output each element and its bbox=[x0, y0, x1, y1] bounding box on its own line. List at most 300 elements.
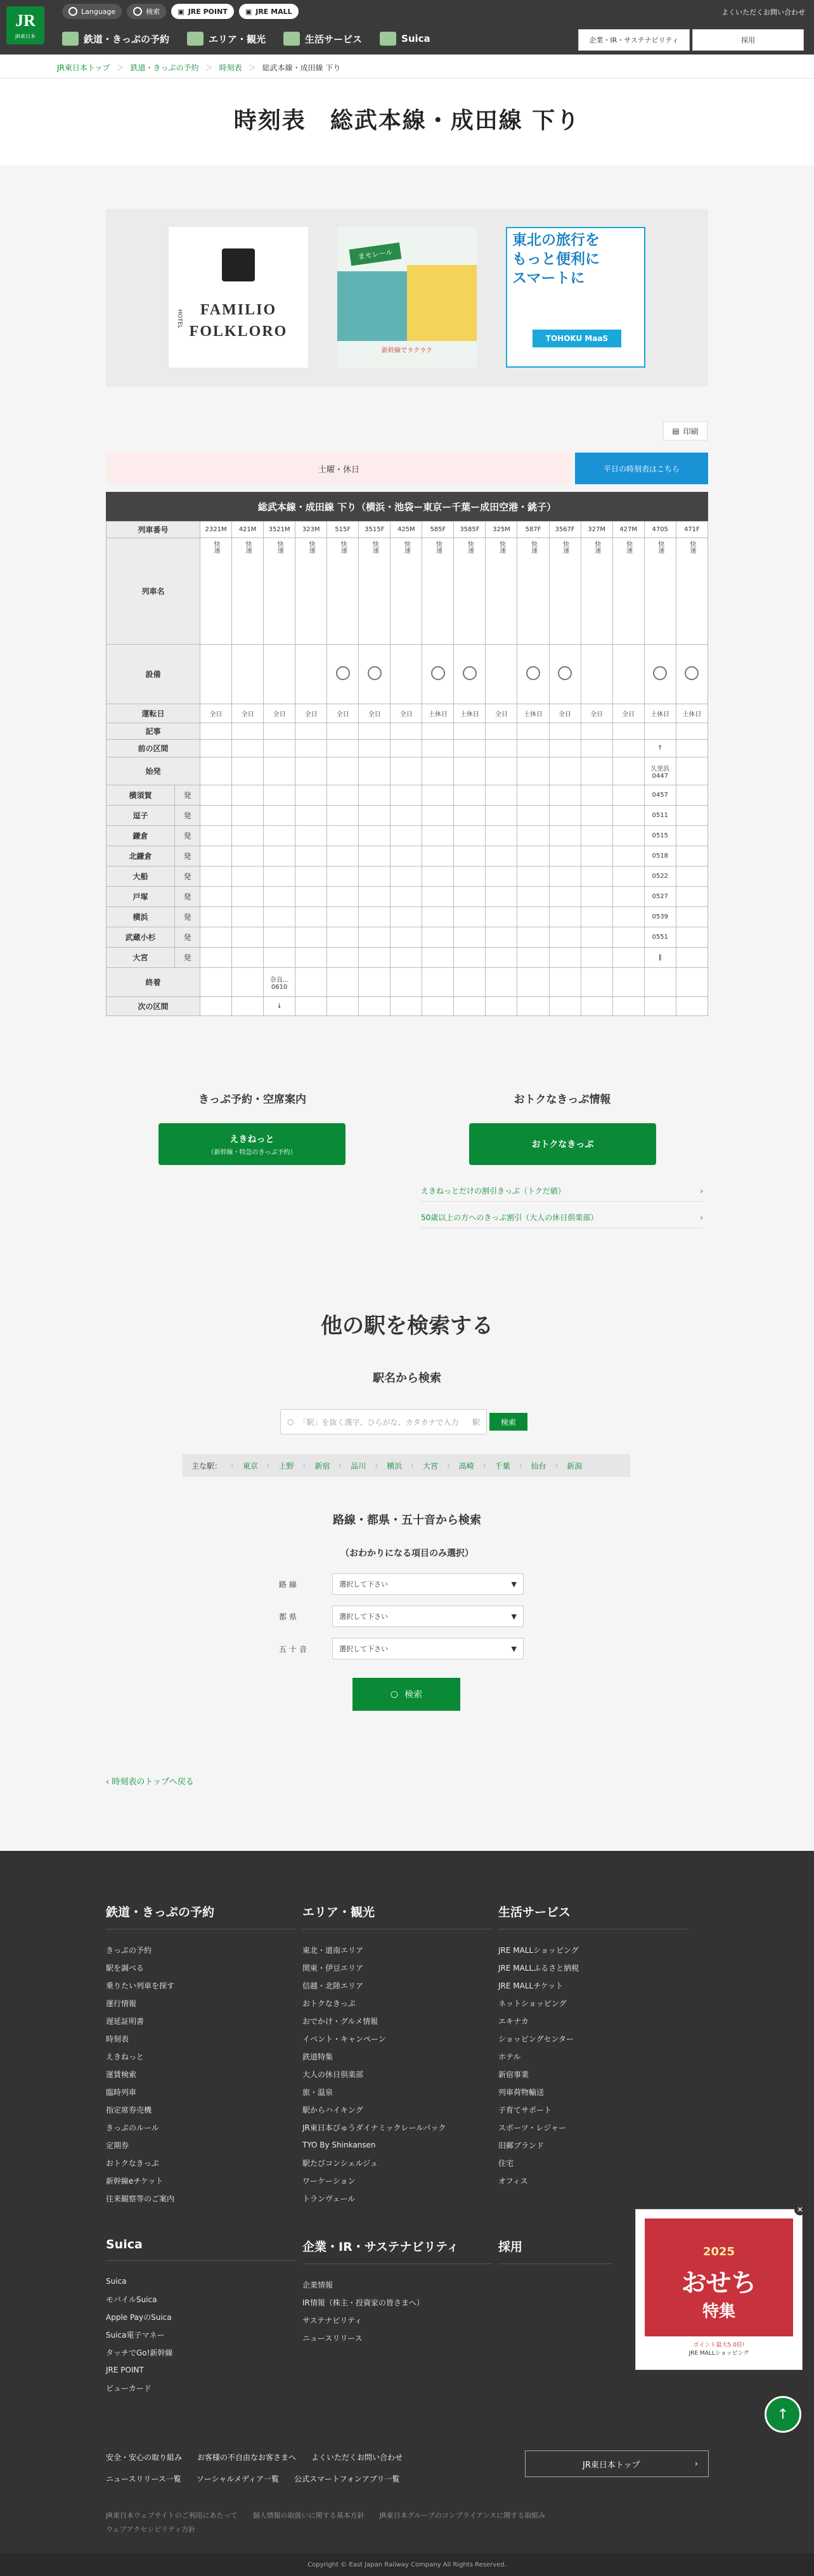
time-cell bbox=[200, 907, 232, 927]
station-search-button[interactable]: 検索 bbox=[489, 1413, 527, 1431]
time-cell bbox=[264, 927, 295, 948]
footer-link[interactable] bbox=[106, 2101, 296, 2118]
station-link[interactable]: 東京 bbox=[242, 1461, 258, 1471]
footer-link[interactable] bbox=[302, 2136, 493, 2154]
train-number[interactable]: 425M bbox=[391, 522, 422, 538]
footer-link-label: 列車荷物輸送 bbox=[498, 2087, 545, 2097]
station-link[interactable]: 横浜 bbox=[387, 1461, 403, 1471]
timetable-cell bbox=[391, 723, 422, 740]
tab-weekday-link[interactable]: 平日の時刻表はこちら bbox=[575, 453, 708, 484]
timetable-cell bbox=[422, 968, 454, 997]
timetable-cell bbox=[549, 723, 581, 740]
footer-bottom-link[interactable]: よくいただくお問い合わせ bbox=[311, 2453, 403, 2462]
nav-life[interactable] bbox=[283, 32, 362, 46]
search-button[interactable] bbox=[127, 4, 166, 19]
footer-link[interactable] bbox=[106, 1959, 296, 1976]
timetable-cell bbox=[359, 968, 391, 997]
time-cell bbox=[200, 927, 232, 948]
time-cell bbox=[391, 846, 422, 866]
timetable-cell bbox=[264, 645, 295, 704]
recruit-button[interactable]: 採用 bbox=[692, 29, 804, 51]
footer-link-label: JR東日本びゅうダイナミックレールパック bbox=[302, 2123, 446, 2132]
illustration-right bbox=[407, 265, 477, 341]
timetable-cell bbox=[676, 740, 707, 757]
timetable-cell bbox=[581, 645, 612, 704]
footer-link[interactable] bbox=[498, 2083, 688, 2101]
footer-link[interactable] bbox=[106, 2343, 296, 2361]
origin-time: 0447 bbox=[652, 772, 668, 780]
time-cell bbox=[232, 907, 264, 927]
promo-link-tokudane[interactable] bbox=[421, 1180, 703, 1202]
time-cell bbox=[200, 785, 232, 806]
footer-link[interactable] bbox=[498, 1959, 688, 1976]
nav-label: 鉄道・きっぷの予約 bbox=[84, 33, 170, 45]
footer-link[interactable] bbox=[106, 1994, 296, 2012]
promo-link-otona[interactable] bbox=[421, 1207, 703, 1228]
timetable-row bbox=[107, 522, 708, 538]
timetable-cell: ↑ bbox=[644, 740, 676, 757]
language-button[interactable] bbox=[62, 4, 122, 19]
jre-mall-button[interactable] bbox=[239, 4, 299, 19]
footer-link[interactable] bbox=[302, 2118, 493, 2136]
main-stations bbox=[183, 1454, 630, 1477]
footer-link[interactable] bbox=[106, 2047, 296, 2065]
nav-suica[interactable] bbox=[380, 32, 430, 46]
back-to-timetable-top[interactable] bbox=[106, 1775, 194, 1787]
green-car-icon bbox=[368, 666, 382, 680]
footer-link[interactable] bbox=[106, 2065, 296, 2083]
timetable-cell bbox=[517, 997, 549, 1016]
time-cell bbox=[486, 927, 517, 948]
footer-col-title[interactable]: Suica bbox=[106, 2238, 296, 2261]
time-cell bbox=[359, 887, 391, 907]
station-row bbox=[107, 806, 708, 826]
popup-close-button[interactable]: ✕ bbox=[794, 2204, 806, 2215]
train-number[interactable]: 587F bbox=[517, 522, 549, 538]
footer-link[interactable] bbox=[498, 1976, 688, 1994]
timetable-cell bbox=[391, 740, 422, 757]
footer-bottom-link[interactable]: ソーシャルメディア一覧 bbox=[196, 2475, 280, 2483]
train-number[interactable]: 325M bbox=[486, 522, 517, 538]
time-cell bbox=[232, 866, 264, 887]
popup-year: 2025 bbox=[702, 2245, 735, 2258]
popup-note: ポイント最大5.0倍! bbox=[693, 2342, 745, 2348]
footer-link-label: 駅を調べる bbox=[106, 1963, 145, 1973]
time-cell bbox=[232, 846, 264, 866]
timetable-cell bbox=[517, 740, 549, 757]
row-header: 記事 bbox=[107, 723, 200, 740]
train-number[interactable]: 427M bbox=[612, 522, 644, 538]
footer-link[interactable] bbox=[498, 2030, 688, 2047]
nav-label: エリア・観光 bbox=[209, 33, 266, 45]
time-cell bbox=[327, 948, 359, 968]
timetable-cell: 土休日 bbox=[644, 704, 676, 723]
time-cell bbox=[232, 887, 264, 907]
footer-link-label: トランヴェール bbox=[302, 2194, 356, 2203]
footer-link[interactable] bbox=[106, 2083, 296, 2101]
footer-small-link[interactable]: JR東日本ウェブサイトのご利用にあたって bbox=[106, 2511, 238, 2520]
footer-link[interactable] bbox=[106, 2136, 296, 2154]
train-number[interactable]: 3585F bbox=[454, 522, 486, 538]
footer-link-label: 往来観察等のご案内 bbox=[106, 2194, 175, 2203]
time-cell bbox=[517, 948, 549, 968]
timetable-cell bbox=[200, 740, 232, 757]
time-cell bbox=[264, 826, 295, 846]
time-cell bbox=[581, 846, 612, 866]
breadcrumb-timetable[interactable]: 時刻表 bbox=[219, 63, 242, 72]
time-cell bbox=[454, 948, 486, 968]
row-header: 始発 bbox=[107, 757, 200, 785]
time-cell bbox=[391, 785, 422, 806]
timetable-cell bbox=[232, 997, 264, 1016]
discount-ticket-button[interactable] bbox=[469, 1123, 656, 1165]
station-row bbox=[107, 927, 708, 948]
station-name: 北鎌倉 bbox=[107, 846, 175, 866]
footer-link[interactable] bbox=[498, 2065, 688, 2083]
footer-link[interactable] bbox=[302, 2101, 493, 2118]
footer-link[interactable] bbox=[106, 2172, 296, 2189]
footer-link[interactable] bbox=[302, 2276, 493, 2293]
footer-col-title[interactable]: 生活サービス bbox=[498, 1903, 688, 1929]
jr-logo[interactable] bbox=[6, 6, 44, 44]
timetable-cell bbox=[676, 997, 707, 1016]
divider: › bbox=[302, 1461, 306, 1470]
train-icon bbox=[62, 32, 79, 46]
time-cell bbox=[454, 927, 486, 948]
timetable-cell bbox=[676, 723, 707, 740]
timetable-cell bbox=[391, 538, 422, 645]
jr-east-top-button[interactable] bbox=[525, 2450, 709, 2477]
timetable-cell bbox=[359, 997, 391, 1016]
footer-link[interactable] bbox=[302, 2172, 493, 2189]
time-cell bbox=[264, 948, 295, 968]
timetable-cell bbox=[359, 538, 391, 645]
time-cell bbox=[359, 806, 391, 826]
time-cell bbox=[549, 826, 581, 846]
timetable-cell bbox=[454, 757, 486, 785]
footer-link[interactable] bbox=[106, 2012, 296, 2030]
station-name: 横須賀 bbox=[107, 785, 175, 806]
footer-link[interactable] bbox=[106, 2379, 296, 2397]
footer-col-title[interactable]: 鉄道・きっぷの予約 bbox=[106, 1903, 296, 1929]
dep-label: 発 bbox=[175, 866, 200, 887]
footer-link-label: おトクなきっぷ bbox=[106, 2158, 159, 2168]
promo-heading-left: きっぷ予約・空席案内 bbox=[198, 1093, 306, 1106]
footer-link-label: オフィス bbox=[498, 2176, 528, 2186]
footer-link-label: JRE POINT bbox=[106, 2366, 144, 2374]
promo-link-label: 50歳以上の方へのきっぷ割引（大人の休日倶楽部） bbox=[421, 1213, 598, 1222]
footer-link[interactable] bbox=[498, 2012, 688, 2030]
time-cell bbox=[295, 846, 327, 866]
station-search-input[interactable] bbox=[280, 1409, 487, 1434]
contact-link[interactable]: よくいただくお問い合わせ bbox=[721, 8, 805, 16]
route-search-button[interactable] bbox=[352, 1678, 460, 1711]
kana-select[interactable] bbox=[332, 1638, 524, 1659]
station-link[interactable]: 千葉 bbox=[494, 1461, 510, 1471]
nav-area[interactable] bbox=[187, 32, 266, 46]
footer-link[interactable] bbox=[106, 2290, 296, 2308]
timetable-cell bbox=[359, 645, 391, 704]
nav-label: Suica bbox=[401, 33, 430, 44]
footer-link[interactable] bbox=[498, 2047, 688, 2065]
timetable-cell bbox=[454, 968, 486, 997]
timetable-cell bbox=[359, 723, 391, 740]
nav-railway[interactable] bbox=[62, 32, 169, 46]
station-link[interactable]: 大宮 bbox=[422, 1461, 438, 1471]
divider: › bbox=[519, 1461, 522, 1470]
footer-col-recruit bbox=[498, 2238, 612, 2276]
card-icon bbox=[380, 32, 396, 46]
ekinet-button[interactable] bbox=[158, 1123, 346, 1165]
station-link[interactable]: 品川 bbox=[351, 1461, 366, 1471]
timetable-cell bbox=[327, 997, 359, 1016]
popup-sub: 特集 bbox=[702, 2302, 735, 2321]
footer-link[interactable] bbox=[302, 2047, 493, 2065]
footer-link[interactable] bbox=[302, 2065, 493, 2083]
station-link[interactable]: 仙台 bbox=[531, 1461, 546, 1471]
time-cell bbox=[676, 806, 707, 826]
row-header: 運転日 bbox=[107, 704, 200, 723]
timetable-cell bbox=[612, 538, 644, 645]
time-cell bbox=[327, 927, 359, 948]
time-cell bbox=[581, 907, 612, 927]
page-title: 時刻表 総武本線・成田線 下り bbox=[233, 108, 581, 134]
footer-link[interactable] bbox=[106, 2030, 296, 2047]
dep-label: 発 bbox=[175, 948, 200, 968]
time-cell bbox=[517, 866, 549, 887]
time-cell: 0518 bbox=[644, 846, 676, 866]
footer-small-link[interactable]: 個人情報の取扱いに関する基本方針 bbox=[252, 2511, 365, 2520]
time-cell bbox=[422, 866, 454, 887]
station-link[interactable]: 上野 bbox=[278, 1461, 294, 1471]
timetable-cell bbox=[581, 968, 612, 997]
search-by-name-title: 駅名から検索 bbox=[373, 1372, 441, 1385]
footer-col-title[interactable]: 採用 bbox=[498, 2238, 612, 2264]
dep-label: 発 bbox=[175, 846, 200, 866]
train-number[interactable]: 515F bbox=[327, 522, 359, 538]
footer-link[interactable] bbox=[106, 1976, 296, 1994]
time-cell bbox=[454, 785, 486, 806]
timetable-cell bbox=[581, 740, 612, 757]
footer-link[interactable] bbox=[302, 1994, 493, 2012]
timetable-cell bbox=[454, 538, 486, 645]
footer-link[interactable] bbox=[106, 2154, 296, 2172]
chevron-right-icon: › bbox=[694, 2459, 698, 2469]
footer-small-links bbox=[106, 2510, 545, 2520]
train-name: 快速 bbox=[561, 541, 569, 553]
footer-link[interactable] bbox=[302, 2154, 493, 2172]
divider: › bbox=[266, 1461, 270, 1470]
timetable-cell bbox=[517, 968, 549, 997]
footer-link-label: イベント・キャンペーン bbox=[302, 2034, 386, 2044]
tab-weekend[interactable]: 土曜・休日 bbox=[106, 453, 572, 484]
timetable-cell bbox=[232, 757, 264, 785]
train-name: 快速 bbox=[593, 541, 600, 553]
hotel-logo-icon bbox=[222, 248, 255, 281]
footer-link-label: 鉄道特集 bbox=[302, 2052, 333, 2061]
breadcrumb-current: 総武本線・成田線 下り bbox=[262, 63, 341, 72]
time-cell bbox=[676, 785, 707, 806]
timetable-cell bbox=[612, 968, 644, 997]
timetable-cell bbox=[327, 538, 359, 645]
footer-link-label: ネットショッピング bbox=[498, 1999, 567, 2008]
dep-label: 発 bbox=[175, 887, 200, 907]
row-header: 列車番号 bbox=[107, 522, 200, 538]
timetable-cell: 全日 bbox=[327, 704, 359, 723]
footer-link[interactable] bbox=[106, 2272, 296, 2290]
timetable-cell bbox=[422, 757, 454, 785]
train-number[interactable]: 471F bbox=[676, 522, 707, 538]
footer-link[interactable] bbox=[106, 2361, 296, 2379]
time-cell bbox=[422, 826, 454, 846]
timetable-cell bbox=[327, 757, 359, 785]
footer-link[interactable] bbox=[498, 2172, 688, 2189]
station-link[interactable]: 高崎 bbox=[458, 1461, 474, 1471]
time-cell bbox=[327, 785, 359, 806]
time-cell: 0551 bbox=[644, 927, 676, 948]
jre-point-button[interactable] bbox=[171, 4, 234, 19]
route-select[interactable] bbox=[332, 1573, 524, 1595]
time-cell bbox=[676, 927, 707, 948]
divider: › bbox=[231, 1461, 234, 1470]
timetable-cell bbox=[232, 723, 264, 740]
logo-sub: JR東日本 bbox=[15, 34, 36, 39]
train-number[interactable]: 421M bbox=[232, 522, 264, 538]
train-name: 快速 bbox=[529, 541, 537, 553]
time-cell bbox=[549, 887, 581, 907]
print-label: 印刷 bbox=[683, 427, 699, 436]
timetable-cell bbox=[517, 538, 549, 645]
footer-link[interactable] bbox=[302, 2030, 493, 2047]
breadcrumb-home[interactable]: JR東日本トップ bbox=[57, 63, 110, 72]
timetable-cell: 全日 bbox=[232, 704, 264, 723]
search-placeholder: 「駅」を抜く漢字、ひらがな、カタカナで入力 bbox=[299, 1417, 459, 1427]
promo-link-label: えきねっとだけの割引きっぷ（トクだ値） bbox=[421, 1187, 565, 1195]
prefecture-select[interactable] bbox=[332, 1606, 524, 1627]
footer-link[interactable] bbox=[106, 2326, 296, 2343]
footer-link[interactable] bbox=[498, 1941, 688, 1959]
footer-link[interactable] bbox=[302, 1959, 493, 1976]
footer-bottom-links-2 bbox=[106, 2473, 399, 2484]
terminal-time: 0610 bbox=[271, 983, 288, 991]
footer-bottom-link[interactable]: 安全・安心の取り組み bbox=[106, 2453, 183, 2462]
timetable-cell bbox=[200, 997, 232, 1016]
time-cell bbox=[359, 846, 391, 866]
footer-bottom-link[interactable]: お客様の不自由なお客さまへ bbox=[197, 2453, 297, 2462]
time-cell: 0527 bbox=[644, 887, 676, 907]
footer-link[interactable] bbox=[302, 1941, 493, 1959]
banner-familio[interactable] bbox=[169, 227, 308, 368]
print-button[interactable] bbox=[663, 422, 707, 441]
timetable-cell bbox=[486, 997, 517, 1016]
footer-link-label: おでかけ・グルメ情報 bbox=[302, 2016, 378, 2026]
timetable-cell bbox=[517, 645, 549, 704]
time-cell bbox=[295, 866, 327, 887]
footer-small-link[interactable]: JR東日本グループのコンプライアンスに関する取組み bbox=[379, 2511, 546, 2520]
footer-col-title[interactable]: エリア・観光 bbox=[302, 1903, 493, 1929]
time-cell bbox=[232, 826, 264, 846]
train-number[interactable]: 2321M bbox=[200, 522, 232, 538]
train-number[interactable]: 323M bbox=[295, 522, 327, 538]
station-link[interactable]: 新潟 bbox=[567, 1461, 583, 1471]
footer-link[interactable] bbox=[302, 2012, 493, 2030]
time-cell bbox=[612, 846, 644, 866]
timetable-cell bbox=[612, 740, 644, 757]
footer-link[interactable] bbox=[498, 2118, 688, 2136]
time-cell bbox=[517, 846, 549, 866]
timetable-cell bbox=[581, 997, 612, 1016]
green-car-icon bbox=[685, 666, 699, 680]
footer-link[interactable] bbox=[302, 2329, 493, 2347]
footer-col-title[interactable]: 企業・IR・サステナビリティ bbox=[302, 2238, 493, 2264]
footer-link-label: エキナカ bbox=[498, 2016, 529, 2026]
page-top-button[interactable]: ↑ bbox=[765, 2396, 801, 2433]
accessibility-link[interactable]: ウェブアクセシビリティ方針 bbox=[106, 2525, 196, 2534]
banner-mamorail[interactable] bbox=[337, 227, 477, 368]
footer-link-label: TYO By Shinkansen bbox=[302, 2141, 376, 2149]
footer-link[interactable] bbox=[302, 2293, 493, 2311]
timetable-cell bbox=[549, 538, 581, 645]
footer-link[interactable] bbox=[498, 2154, 688, 2172]
footer-bottom-link[interactable]: ニュースリリース一覧 bbox=[106, 2475, 181, 2483]
footer-bottom-link[interactable]: 公式スマートフォンアプリ一覧 bbox=[294, 2475, 400, 2483]
timetable-cell bbox=[486, 723, 517, 740]
banner-tohoku-maas[interactable] bbox=[506, 227, 645, 368]
timetable-cell bbox=[486, 757, 517, 785]
footer-link[interactable] bbox=[106, 2308, 296, 2326]
train-number[interactable]: 327M bbox=[581, 522, 612, 538]
train-number[interactable]: 3521M bbox=[264, 522, 295, 538]
timetable-row bbox=[107, 968, 708, 997]
time-cell bbox=[200, 826, 232, 846]
chevron-left-icon: ‹ bbox=[106, 1777, 112, 1787]
timetable-cell bbox=[232, 645, 264, 704]
footer-link[interactable] bbox=[498, 2101, 688, 2118]
timetable-cell bbox=[200, 723, 232, 740]
footer-link[interactable] bbox=[302, 2083, 493, 2101]
timetable-cell: 全日 bbox=[612, 704, 644, 723]
footer-link[interactable] bbox=[106, 2118, 296, 2136]
train-number[interactable]: 4705 bbox=[644, 522, 676, 538]
banner-familio-title: FAMILIO bbox=[200, 302, 277, 318]
time-cell bbox=[264, 887, 295, 907]
train-number[interactable]: 3567F bbox=[549, 522, 581, 538]
timetable-cell bbox=[644, 997, 676, 1016]
time-cell bbox=[454, 826, 486, 846]
footer-link[interactable] bbox=[498, 1994, 688, 2012]
timetable-cell bbox=[295, 997, 327, 1016]
footer-link[interactable] bbox=[106, 2189, 296, 2207]
timetable-cell bbox=[644, 645, 676, 704]
timetable-cell bbox=[295, 538, 327, 645]
footer-link[interactable] bbox=[302, 2311, 493, 2329]
osechi-popup[interactable] bbox=[635, 2209, 803, 2370]
timetable-cell bbox=[644, 968, 676, 997]
footer-link[interactable] bbox=[302, 1976, 493, 1994]
timetable-cell bbox=[295, 757, 327, 785]
time-cell bbox=[295, 887, 327, 907]
timetable-cell bbox=[581, 538, 612, 645]
timetable-cell: 全日 bbox=[295, 704, 327, 723]
footer-link[interactable] bbox=[106, 1941, 296, 1959]
station-link[interactable]: 新宿 bbox=[314, 1461, 330, 1471]
footer-link[interactable] bbox=[498, 2136, 688, 2154]
train-number[interactable]: 3515F bbox=[359, 522, 391, 538]
train-number[interactable]: 585F bbox=[422, 522, 454, 538]
breadcrumb-railway[interactable]: 鉄道・きっぷの予約 bbox=[130, 63, 199, 72]
footer-link[interactable] bbox=[302, 2189, 493, 2207]
corporate-button[interactable]: 企業・IR・サステナビリティ bbox=[578, 29, 690, 51]
